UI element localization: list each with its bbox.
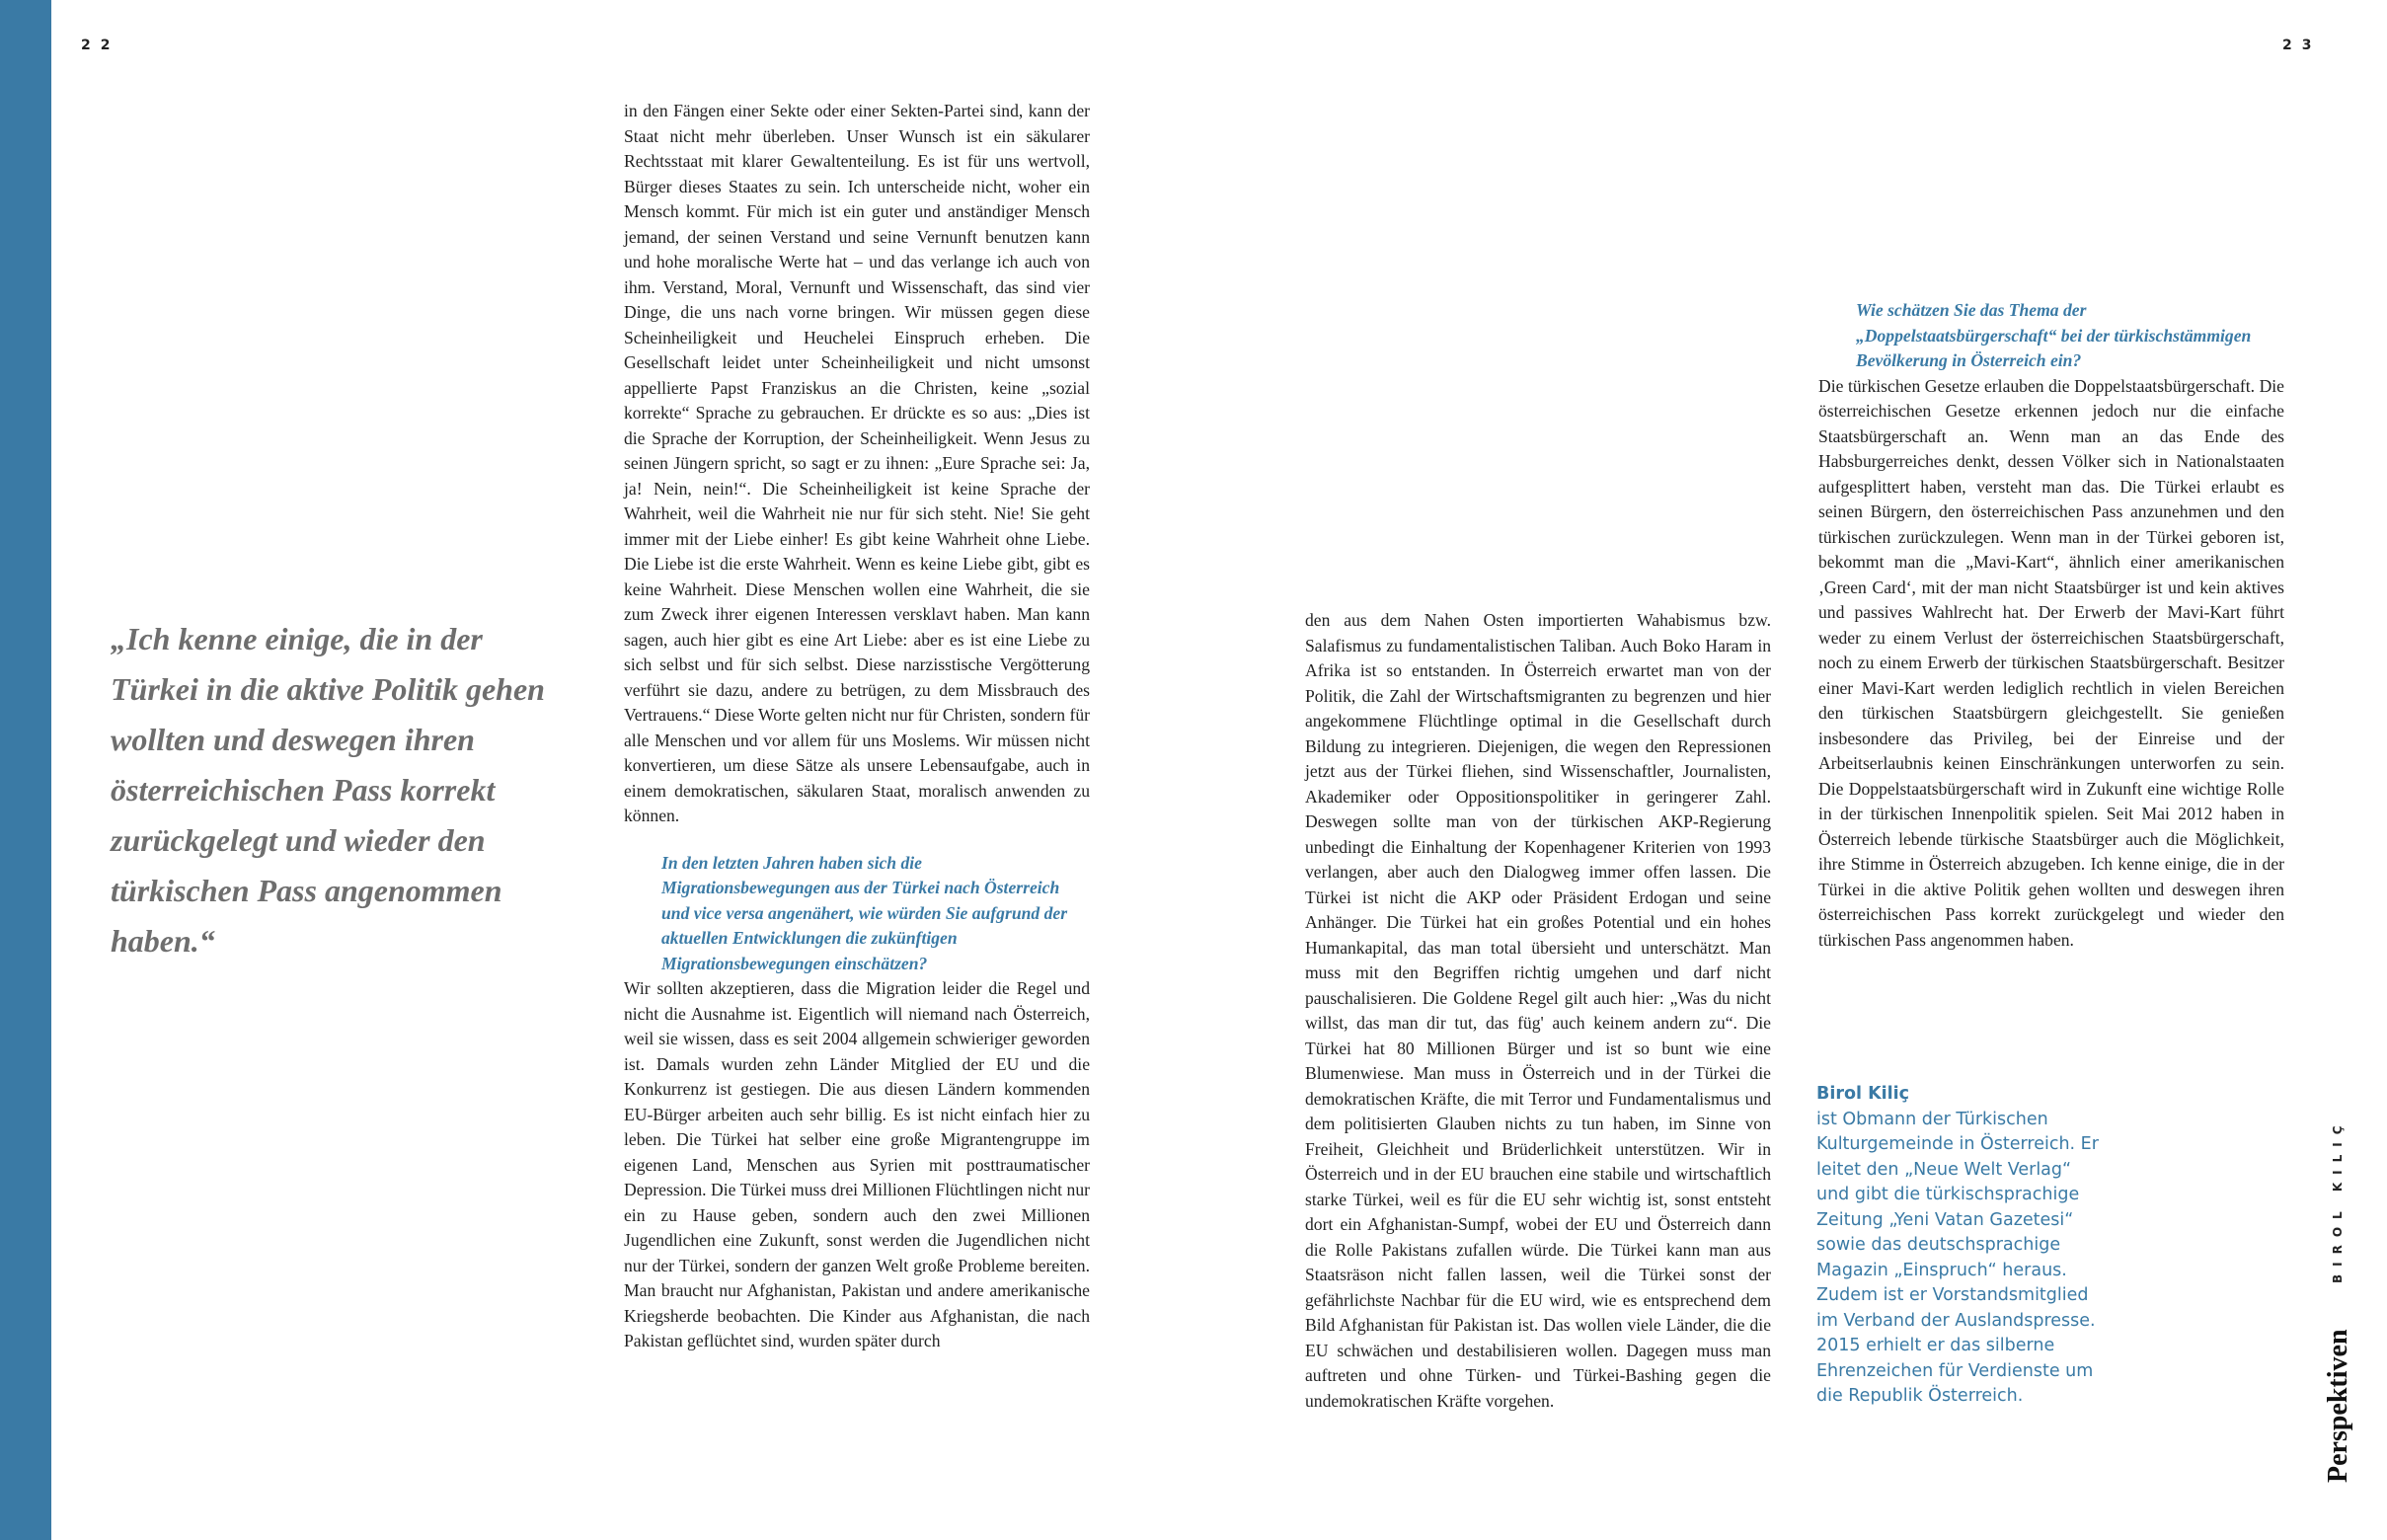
magazine-brand: Perspektiven <box>2323 1329 2353 1483</box>
text-column-2 <box>1305 608 1771 1414</box>
paragraph: Die türkischen Gesetze erlauben die Doppelstaatsbürgerschaft. Die österreichischen Gesetze erkennen jedoch nur die einfache Staatsbürgerschaft an. Wenn man an das Ende des Habsburgerreiches denkt, dessen Völker sich in Nationalstaaten aufgesplittert haben, versteht man das. Die Türkei erlaubt es seinen Bürgern, den österreichischen Pass anzunehmen und den türkischen zurückzulegen. Wenn man in der Türkei geboren ist, bekommt man die „Mavi-Kart“, ähnlich einer amerikanischen ‚Green Card‘, mit der man nicht Staatsbürger ist und kein aktives und passives Wahlrecht hat. Der Erwerb der Mavi-Kart führt weder zu einem Verlust der österreichischen Staatsbürgerschaft, noch zu einem Erwerb der türkischen Staatsbürgerschaft. Besitzer einer Mavi-Kart werden lediglich rechtlich in vielen Bereichen den türkischen Staatsbürgern gleichgestellt. Sie genießen insbesondere das Privileg, bei der Einreise und der Arbeitserlaubnis keinen Einschränkungen unterworfen zu sein. Die Doppelstaatsbürgerschaft wird in Zukunft eine wichtige Rolle in der türkischen Innenpolitik spielen. Seit Mai 2012 haben in Österreich lebende türkische Staatsbürger auch die Möglichkeit, ihre Stimme in Österreich abzugeben. Ich kenne einige, die in der Türkei in die aktive Politik gehen wollten und deswegen ihren österreichischen Pass korrekt zurückgelegt und wieder den türkischen Pass angenommen haben. <box>1818 375 2284 950</box>
left-color-stripe <box>0 0 51 1540</box>
paragraph: Wir sollten akzeptieren, dass die Migration leider die Regel und nicht die Ausnahme ist. Eigentlich will niemand nach Österreich, weil sie wissen, dass es seit 2004 allgemein schwieriger geworden ist. Damals wurden zehn Länder Mitglied der EU und die Konkurrenz ist gestiegen. Die aus diesen Ländern kommenden EU-Bürger arbeiten auch sehr billig. Es ist nicht einfach hier zu leben. Die Türkei hat selber eine große Migrantengruppe im eigenen Land, Menschen aus Syrien mit posttraumatischer Depression. Die Türkei muss drei Millionen Flüchtlingen nicht nur ein zu Hause geben, sondern auch den zwei Millionen Jugendlichen eine Zukunft, sonst werden die Jugendlichen nicht nur der Türkei, sondern der ganzen Welt große Probleme bereiten. Man braucht nur Afghanistan, Pakistan und andere amerikanische Kriegsherde beobachten. Die Kinder aus Afghanistan, die nach Pakistan geflüchtet sind, wurden später durch <box>624 978 1090 1350</box>
paragraph: in den Fängen einer Sekte oder einer Sekten-Partei sind, kann der Staat nicht mehr überleben. Unser Wunsch ist ein säkularer Rechtsstaat mit klarer Gewaltenteilung. Es ist für uns wertvoll, Bürger dieses Staates zu sein. Ich unterscheide nicht, woher ein Mensch kommt. Für mich ist ein guter und anständiger Mensch jemand, der seinen Verstand und seine Vernunft benutzen kann und hohe moralische Werte hat – und das verlange ich auch von ihm. Verstand, Moral, Vernunft und Wissenschaft, das sind vier Dinge, die uns nach vorne bringen. Wir müssen gegen diese Scheinheiligkeit und Heuchelei Einspruch erheben. Die Gesellschaft leidet unter Scheinheiligkeit und nicht umsonst appellierte Papst Franziskus an die Christen, keine „sozial korrekte“ Sprache zu gebrauchen. Er drückte es so aus: „Dies ist die Sprache der Korruption, der Scheinheiligkeit. Wenn Jesus zu seinen Jüngern spricht, so sagt er zu ihnen: „Eure Sprache sei: Ja, ja! Nein, nein!“. Die Scheinheiligkeit ist keine Sprache der Wahrheit, weil die Wahrheit nie nur für sich steht. Nie! Sie geht immer mit der Liebe einher! Es gibt keine Wahrheit ohne Liebe. Die Liebe ist die erste Wahrheit. Wenn es keine Liebe gibt, gibt es keine Wahrheit. Diese Menschen wollen eine Wahrheit, die sie zum Zweck ihrer eigenen Interessen versklavt haben. Man kann sagen, auch hier gibt es eine Art Liebe: aber es ist eine Liebe zu sich selbst und für sich selbst. Diese narzisstische Vergötterung verführt sie dazu, andere zu betrügen, zu dem Missbrauch des Vertrauens.“ Diese Worte gelten nicht nur für Christen, sondern für alle Menschen und vor allem für uns Moslems. Wir müssen nicht konvertieren, um diese Sätze als unsere Lebensaufgabe, auch in einem demokratischen, säkularen Staat, moralisch anwenden zu können. <box>624 101 1090 825</box>
text-column-1 <box>624 99 1090 1354</box>
page-number-right: 23 <box>2282 38 2322 53</box>
page-number-left: 22 <box>81 38 120 53</box>
interview-question: In den letzten Jahren haben sich die Migrationsbewegungen aus der Türkei nach Österreich und vice versa angenähert, wie würden Sie aufgrund der aktuellen Entwicklungen die zukünftigen Migrationsbewegungen einschätzen? <box>661 852 1068 973</box>
author-name: Birol Kiliç <box>1816 1084 1910 1104</box>
interview-question: Wie schätzen Sie das Thema der „Doppelstaatsbürgerschaft“ bei der türkischstämmigen Bevölkerung in Österreich ein? <box>1856 300 2252 370</box>
text-column-3 <box>1818 298 2284 953</box>
pull-quote: „Ich kenne einige, die in der Türkei in die aktive Politik gehen wollten und deswegen ihren österreichischen Pass korrekt zurückgelegt und wieder den türkischen Pass angenommen haben.“ <box>111 621 545 959</box>
paragraph: den aus dem Nahen Osten importierten Wahabismus bzw. Salafismus zu fundamentalistischen Taliban. Auch Boko Haram in Afrika ist so entstanden. In Österreich erwartet man von der Politik, die Zahl der Wirtschaftsmigranten zu begrenzen und hier angekommene Flüchtlinge optimal in die Gesellschaft durch Bildung zu integrieren. Diejenigen, die wegen den Repressionen jetzt aus der Türkei fliehen, sind Wissenschaftler, Journalisten, Akademiker oder Oppositionspolitiker in geringerer Zahl. Deswegen sollte man von der türkischen AKP-Regierung unbedingt die Einhaltung der Kopenhagener Kriterien von 1993 verlangen, aber auch den Dialogweg immer offen lassen. Die Türkei ist nicht die AKP oder Präsident Erdogan und seine Anhänger. Die Türkei hat ein großes Potential und ein hohes Humankapital, das man total übersieht und unterschätzt. Man muss mit den Begriffen richtig umgehen und darf nicht pauschalisieren. Die Goldene Regel gilt auch hier: „Was du nicht willst, das man dir tut, das füg' auch keinem andern zu“. Die Türkei hat 80 Millionen Bürger und ist so bunt wie eine Blumenwiese. Man muss in Österreich und in der Türkei die demokratischen Kräfte, die mit Terror und Fundamentalismus und dem politisierten Glauben nichts zu tun haben, im Sinne von Freiheit, Gleichheit und Brüderlichkeit unterstützen. Wir in Österreich und in der EU brauchen eine stabile und wirtschaftlich starke Türkei, weil es für die EU sehr wichtig ist, sonst entsteht dort ein Afghanistan-Sumpf, wobei der EU und Österreich dann die Rolle Pakistans zufallen würde. Die Türkei kann man aus Staatsräson nicht fallen lassen, weil die Türkei sonst der gefährlichste Nachbar für die EU wird, wie es entsprechend dem Bild Afghanistan für Pakistan ist. Das wollen viele Länder, die die EU schwächen und destabilisieren wollen. Dagegen muss man auftreten und ohne Türken- und Türkei-Bashing gegen die undemokratischen Kräfte vorgehen. <box>1305 610 1771 1411</box>
vertical-author-label: BIROL KILIÇ <box>2331 1117 2345 1283</box>
author-bio <box>1816 1082 2103 1410</box>
author-bio-text: ist Obmann der Türkischen Kulturgemeinde in Österreich. Er leitet den „Neue Welt Verlag“ und gibt die türkischsprachige Zeitung „Yeni Vatan Gazetesi“ sowie das deutschsprachige Magazin „Einspruch“ heraus. Zudem ist er Vorstandsmitglied im Verband der Auslandspresse. 2015 erhielt er das silberne Ehrenzeichen für Verdienste um die Republik Österreich. <box>1816 1109 2099 1406</box>
